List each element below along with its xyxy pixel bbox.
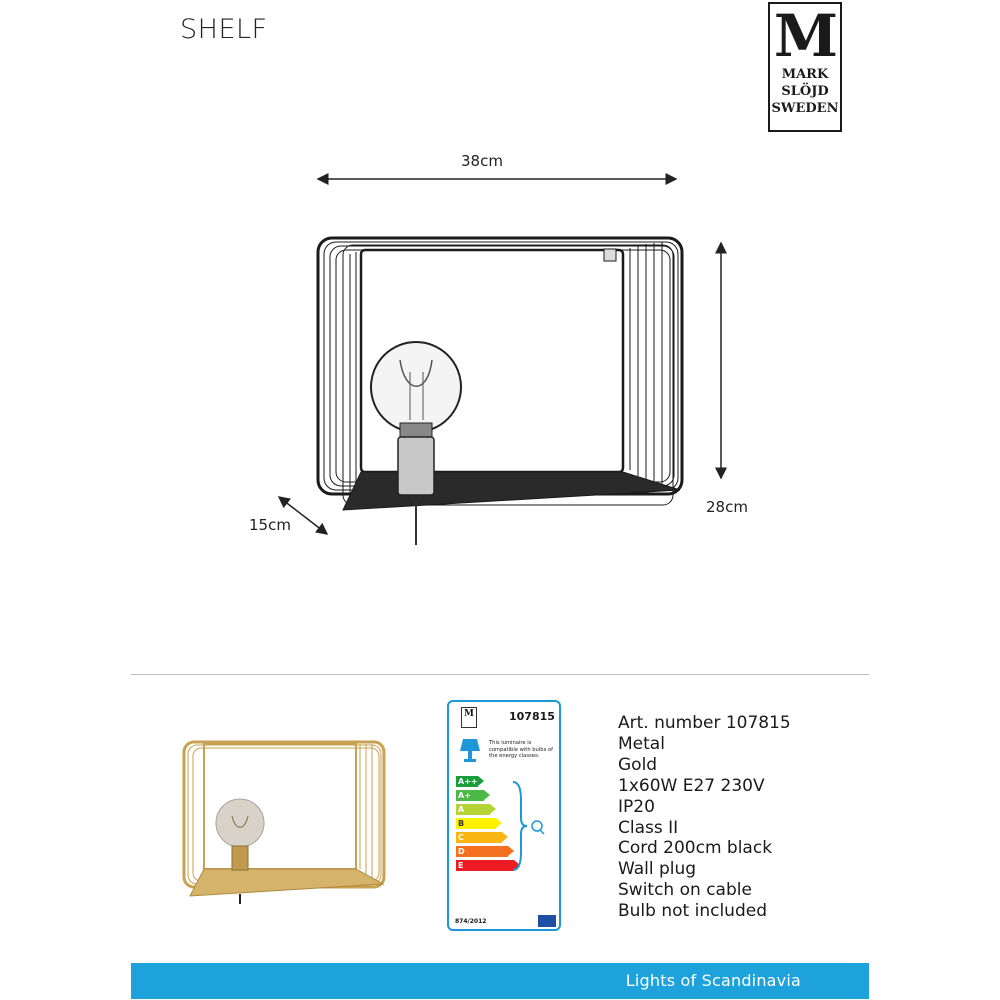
energy-label (447, 700, 561, 931)
width-label: 38cm (461, 152, 503, 170)
energy-label-article: 107815 (509, 710, 555, 723)
energy-class-bar: A++ (458, 777, 478, 786)
spec-item: Cord 200cm black (618, 838, 773, 859)
section-divider (131, 674, 869, 675)
height-label: 28cm (706, 498, 748, 516)
spec-item: 1x60W E27 230V (618, 775, 765, 796)
energy-class-bar: A (456, 804, 490, 815)
energy-class-bar: D (456, 846, 508, 857)
logo-initial: M (773, 2, 837, 70)
spec-item: Bulb not included (618, 901, 767, 922)
spec-item: Metal (618, 733, 665, 754)
bulb-compat-bracket-icon (509, 778, 549, 874)
eu-flag-icon (538, 915, 556, 927)
logo-line3: SWEDEN (771, 101, 839, 116)
energy-label-regulation: 874/2012 (455, 918, 487, 925)
depth-label: 15cm (249, 516, 291, 534)
product-photo (180, 736, 390, 906)
spec-item: IP20 (618, 796, 655, 817)
energy-class-bar: C (456, 832, 502, 843)
footer-banner (131, 963, 869, 999)
energy-label-logo: M (461, 707, 477, 728)
spec-item: Class II (618, 817, 679, 838)
spec-item: Wall plug (618, 859, 697, 880)
energy-class-bar: A+ (456, 790, 484, 801)
product-title: SHELF (180, 14, 268, 45)
spec-item: Gold (618, 754, 658, 775)
logo-line1: MARK (781, 67, 829, 82)
energy-label-compat-text: This luminaire is compatible with bulbs of the energy classes: (489, 740, 553, 759)
spec-item: Art. number 107815 (618, 713, 791, 733)
footer-text: Lights of Scandinavia (625, 971, 801, 990)
energy-class-bar: E (456, 860, 514, 871)
spec-list (618, 713, 791, 922)
spec-item: Switch on cable (618, 880, 752, 901)
lamp-icon (459, 737, 481, 763)
logo-line2: SLÖJD (781, 84, 829, 99)
energy-class-bar: B (456, 818, 496, 829)
